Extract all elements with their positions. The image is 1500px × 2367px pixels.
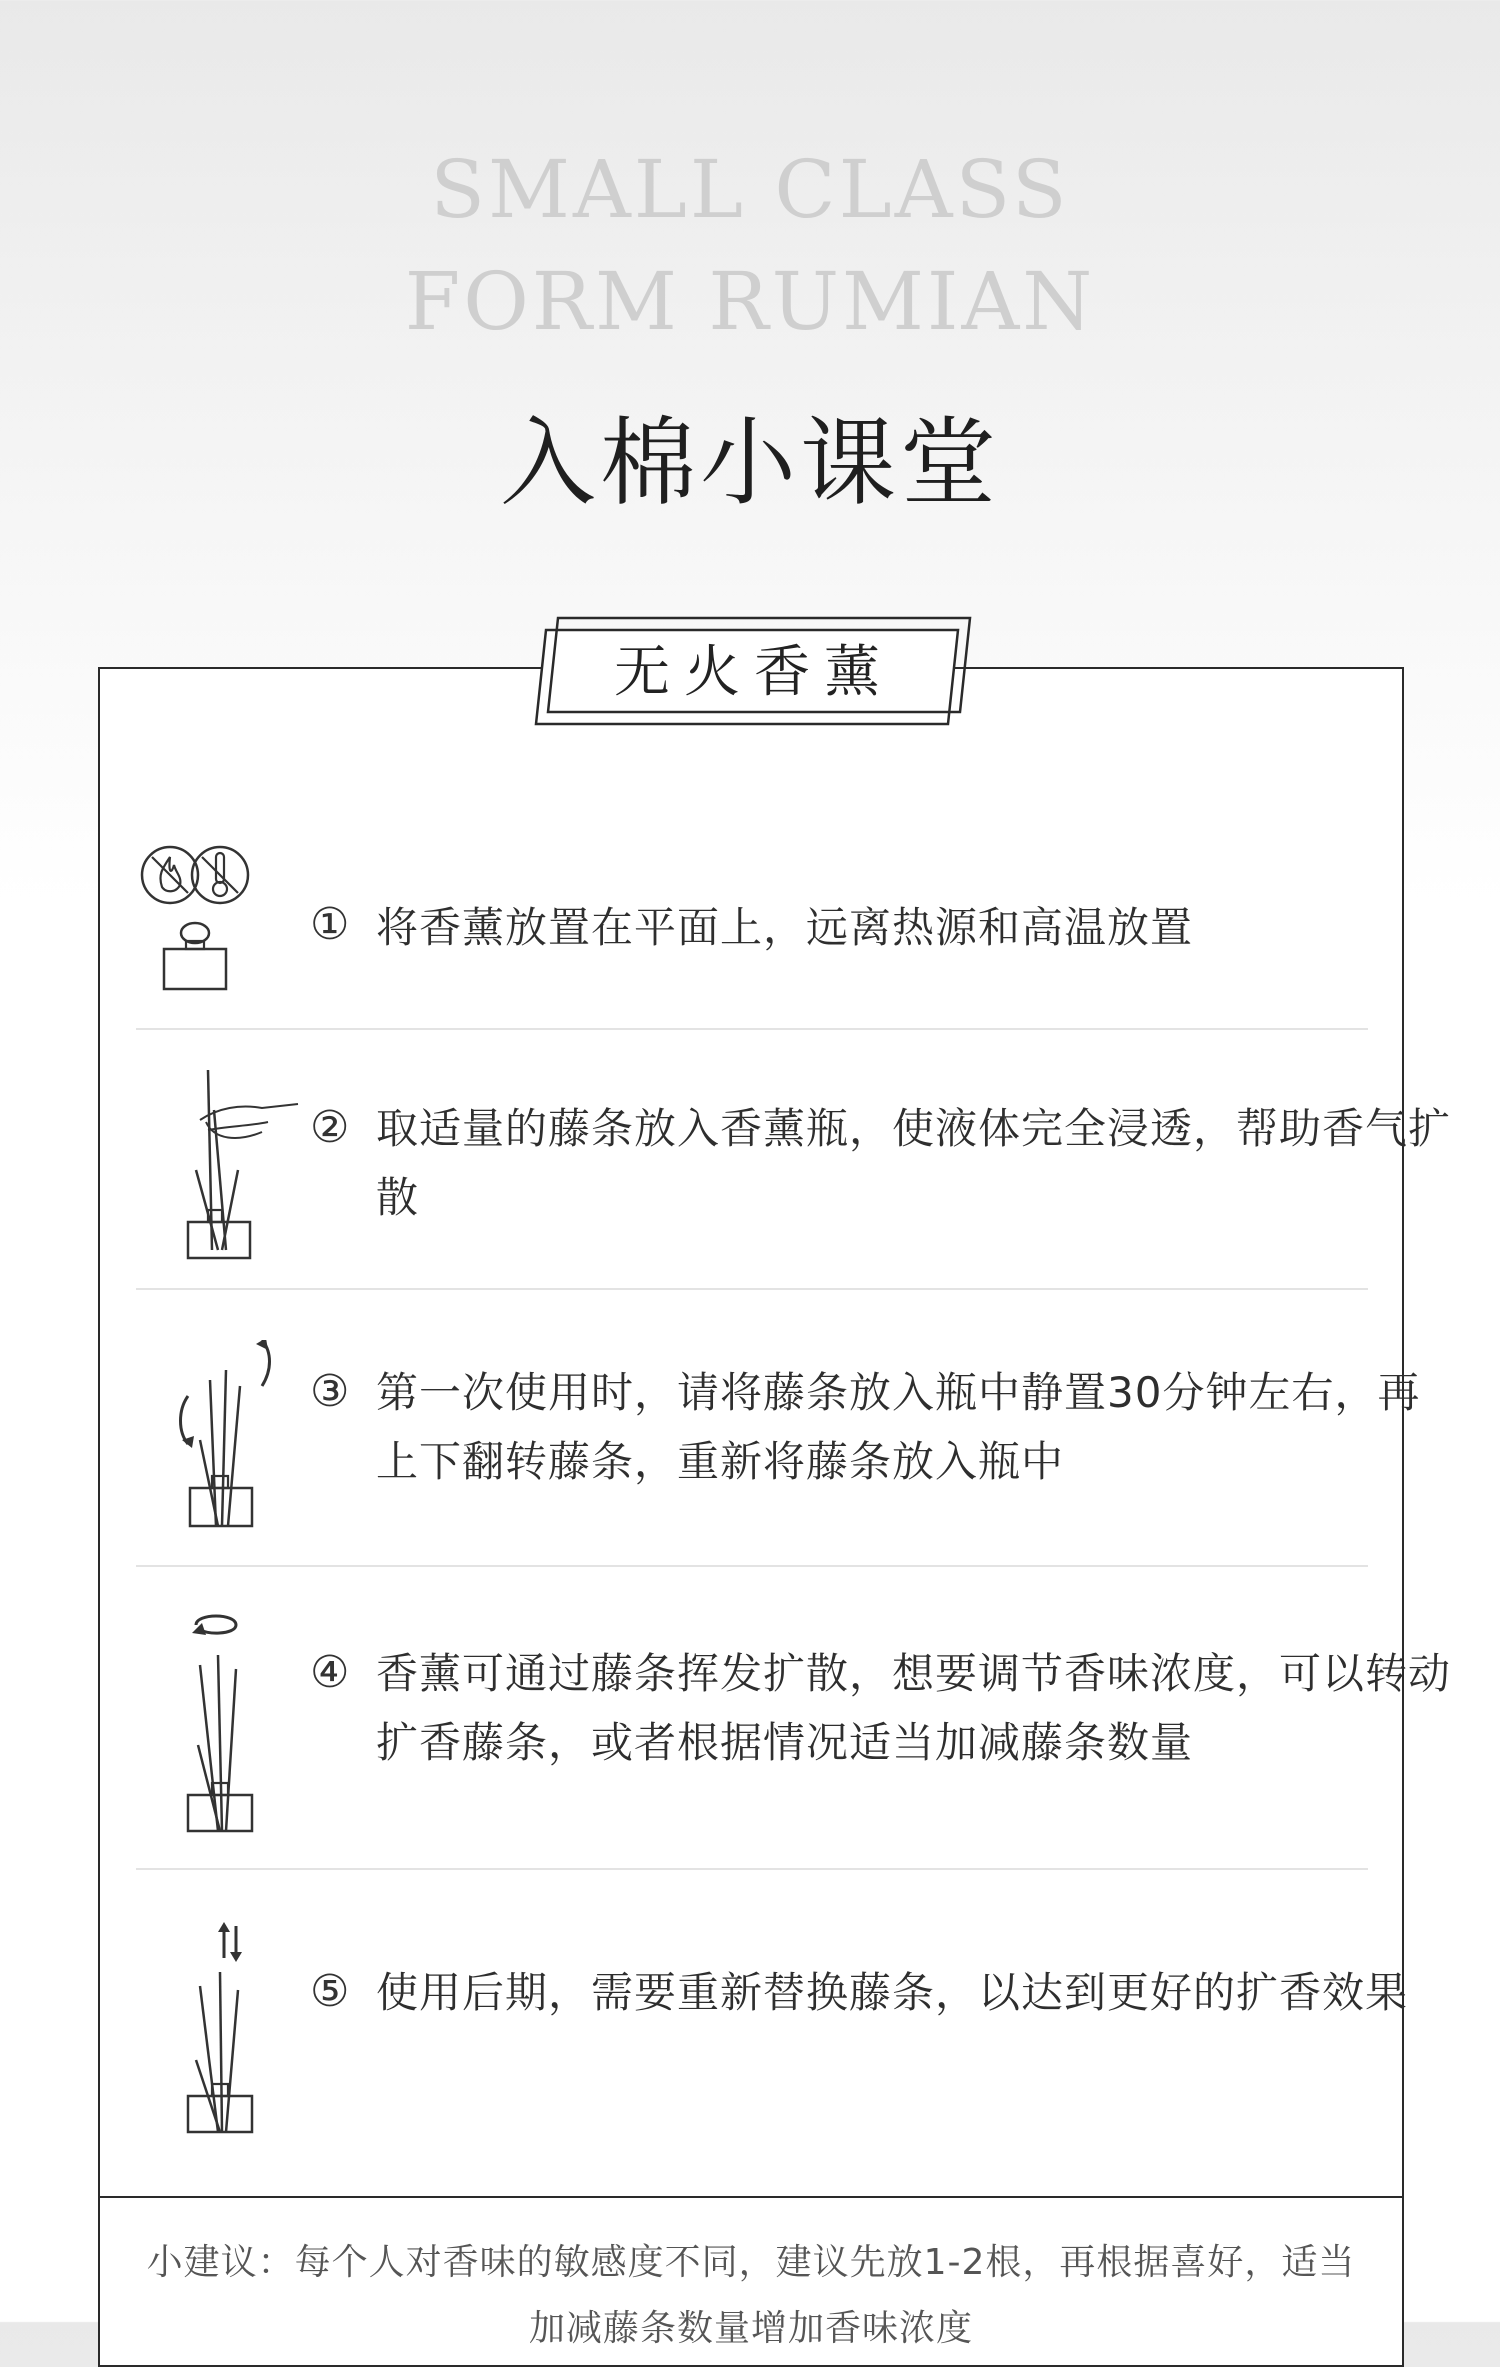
step-text: 使用后期，需要重新替换藤条，以达到更好的扩香效果: [376, 1968, 1409, 2017]
english-title-line-2: FORM RUMIAN: [404, 255, 1096, 348]
divider: [136, 1565, 1368, 1567]
divider: [136, 1288, 1368, 1290]
step-number: ②: [310, 1102, 350, 1153]
divider: [136, 1868, 1368, 1870]
step-number: ①: [310, 899, 350, 950]
flip-reeds-icon: [160, 1340, 290, 1530]
hand-insert-reeds-icon: [178, 1060, 308, 1260]
step-1: [98, 835, 1404, 1015]
usage-tip: 小建议：每个人对香味的敏感度不同，建议先放1-2根，再根据喜好，适当加减藤条数量增加香味浓度: [146, 2242, 1356, 2349]
step-number: ⑤: [310, 1966, 350, 2017]
tip-separator: [98, 2196, 1404, 2198]
step-number: ③: [310, 1366, 350, 1417]
bottle-no-fire-no-heat-icon: [140, 835, 250, 995]
step-text: 取适量的藤条放入香薰瓶，使液体完全浸透，帮助香气扩散: [376, 1104, 1452, 1222]
rotate-reeds-icon: [178, 1605, 298, 1835]
step-5: [98, 1920, 1409, 2140]
divider: [136, 1028, 1368, 1030]
english-title-line-1: SMALL CLASS: [430, 143, 1070, 236]
page-title: 入棉小课堂: [500, 407, 1000, 519]
step-number: ④: [310, 1647, 350, 1698]
section-badge: [534, 612, 974, 732]
step-4: [98, 1605, 1452, 1845]
replace-reeds-icon: [178, 1920, 298, 2140]
step-text: 将香薰放置在平面上，远离热源和高温放置: [376, 903, 1194, 952]
step-2: [98, 1060, 1452, 1280]
step-text: 香薰可通过藤条挥发扩散，想要调节香味浓度，可以转动扩香藤条，或者根据情况适当加减藤条数量: [376, 1649, 1452, 1767]
section-badge-label: 无火香薰: [614, 640, 894, 705]
step-text: 第一次使用时，请将藤条放入瓶中静置30分钟左右，再上下翻转藤条，重新将藤条放入瓶中: [376, 1368, 1421, 1486]
step-3: [98, 1340, 1421, 1540]
